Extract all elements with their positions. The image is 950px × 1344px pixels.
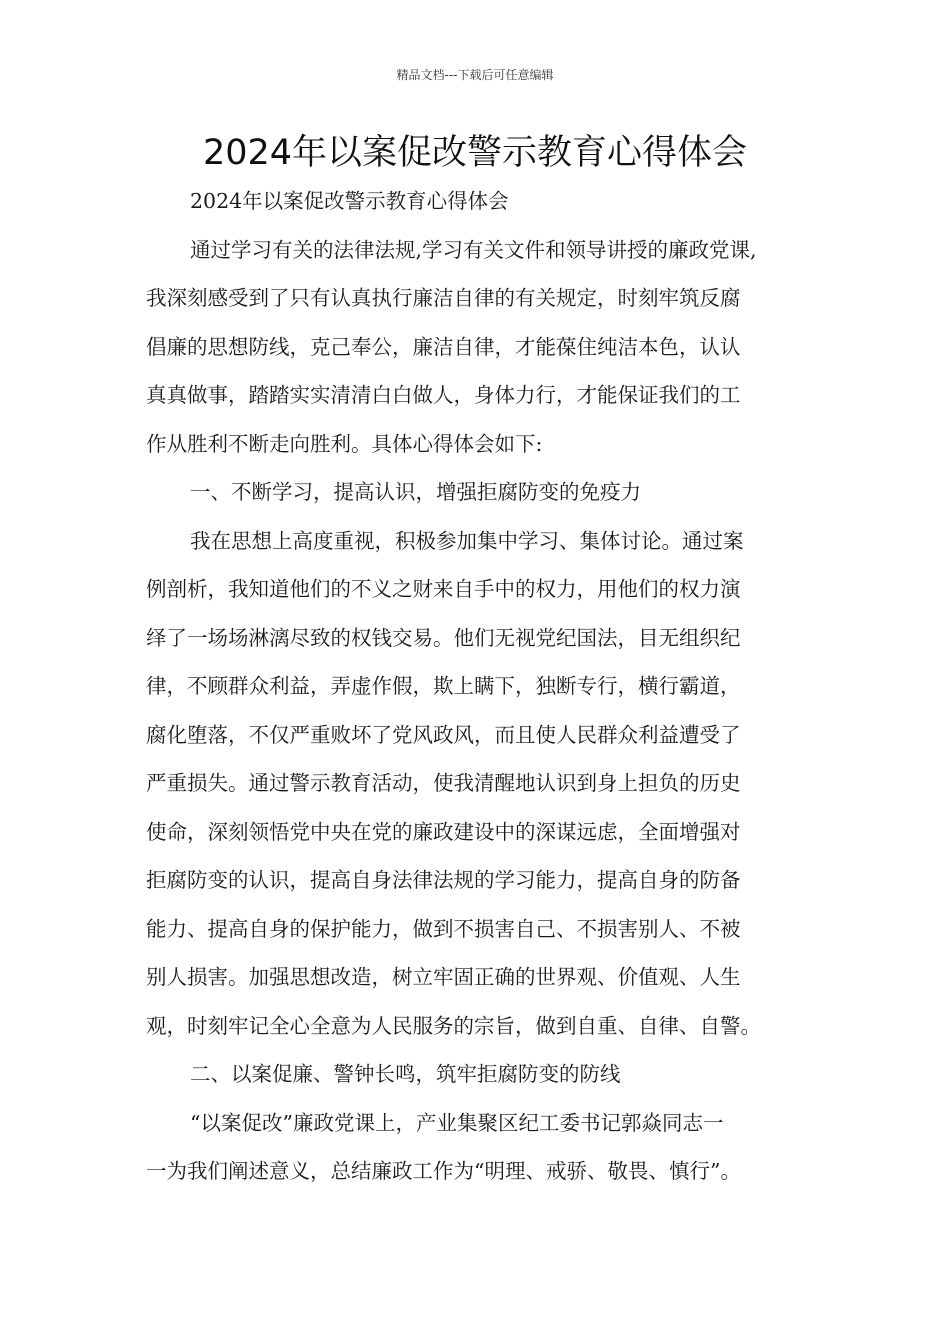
document-title: 2024年以案促改警示教育心得体会 xyxy=(202,133,748,173)
text-line: 我深刻感受到了只有认真执行廉洁自律的有关规定，时刻牢筑反腐 xyxy=(146,286,741,310)
text-line: 使命，深刻领悟党中央在党的廉政建设中的深谋远虑，全面增强对 xyxy=(146,819,741,844)
text-line: 观，时刻牢记全心全意为人民服务的宗旨，做到自重、自律、自警。 xyxy=(146,1013,761,1038)
header-note: 精品文档---下载后可任意编辑 xyxy=(396,68,554,82)
text-line: 2024年以案促改警示教育心得体会 xyxy=(190,189,509,213)
text-line: 腐化堕落，不仅严重败坏了党风政风，而且使人民群众利益遭受了 xyxy=(146,722,741,747)
text-line: 作从胜利不断走向胜利。具体心得体会如下: xyxy=(146,431,543,456)
text-line: 倡廉的思想防线，克己奉公，廉洁自律，才能葆住纯洁本色，认认 xyxy=(146,334,741,359)
document-body xyxy=(146,180,830,1199)
text-line: 严重损失。通过警示教育活动，使我清醒地认识到身上担负的历史 xyxy=(146,771,741,795)
text-line: 真真做事，踏踏实实清清白白做人，身体力行，才能保证我们的工 xyxy=(146,383,741,407)
text-line: 通过学习有关的法律法规,学习有关文件和领导讲授的廉政党课, xyxy=(190,237,757,262)
text-line: 能力、提高自身的保护能力，做到不损害自己、不损害别人、不被 xyxy=(146,916,741,941)
text-line: 我在思想上高度重视，积极参加集中学习、集体讨论。通过案 xyxy=(190,528,744,553)
text-line: 二、以案促廉、警钟长鸣，筑牢拒腐防变的防线 xyxy=(190,1062,621,1086)
text-line: “以案促改”廉政党课上，产业集聚区纪工委书记郭焱同志一 xyxy=(190,1110,724,1135)
text-line: 一、不断学习，提高认识，增强拒腐防变的免疫力 xyxy=(190,480,641,504)
text-line: 拒腐防变的认识，提高自身法律法规的学习能力，提高自身的防备 xyxy=(146,868,741,892)
text-line: 律，不顾群众利益，弄虚作假，欺上瞒下，独断专行，横行霸道， xyxy=(146,674,741,698)
text-line: 例剖析，我知道他们的不义之财来自手中的权力，用他们的权力演 xyxy=(146,577,741,601)
text-line: 绎了一场场淋漓尽致的权钱交易。他们无视党纪国法，目无组织纪 xyxy=(146,625,741,650)
text-line: 别人损害。加强思想改造，树立牢固正确的世界观、价值观、人生 xyxy=(146,965,741,989)
text-line: 一为我们阐述意义，总结廉政工作为“明理、戒骄、敬畏、慎行”。 xyxy=(146,1159,741,1183)
